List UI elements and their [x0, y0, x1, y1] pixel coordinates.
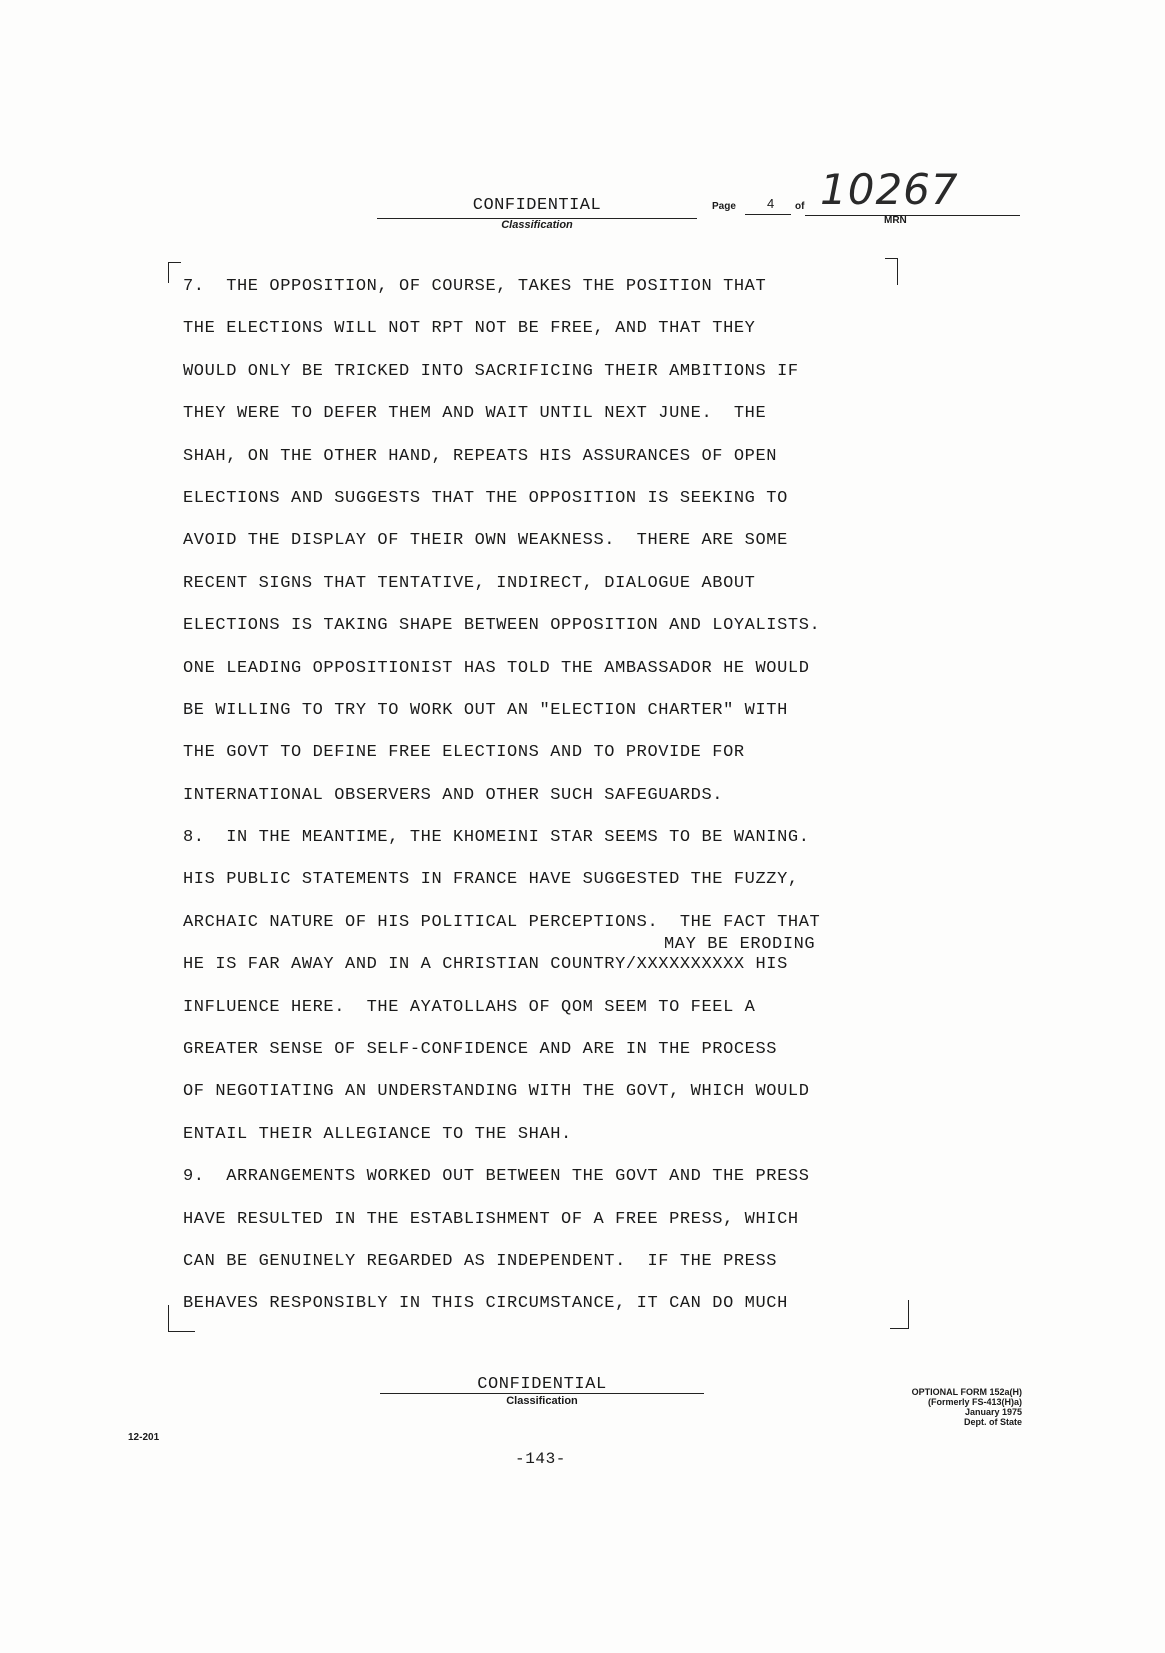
body-line: SHAH, ON THE OTHER HAND, REPEATS HIS ASSURANCES OF OPEN — [183, 446, 778, 466]
form-line-2: (Formerly FS-413(H)a) — [927, 1397, 1022, 1407]
footer-classification-rule — [380, 1393, 704, 1394]
footer-classification-label: Classification — [506, 1395, 578, 1407]
bracket-top-left — [168, 262, 181, 283]
header-classification — [377, 196, 697, 215]
body-line: HE IS FAR AWAY AND IN A CHRISTIAN COUNTRY/XXXXXXXXXX HIS — [183, 955, 788, 975]
body-line: GREATER SENSE OF SELF-CONFIDENCE AND ARE IN THE PROCESS — [183, 1040, 778, 1060]
interline-insertion: MAY BE ERODING — [664, 935, 816, 954]
body-line: ELECTIONS IS TAKING SHAPE BETWEEN OPPOSITION AND LOYALISTS. — [183, 616, 821, 636]
body-line: THE ELECTIONS WILL NOT RPT NOT BE FREE, AND THAT THEY — [183, 319, 756, 339]
body-line: RECENT SIGNS THAT TENTATIVE, INDIRECT, DIALOGUE ABOUT — [183, 573, 756, 593]
footer-classification: CONFIDENTIAL — [477, 1375, 607, 1394]
body-line: THEY WERE TO DEFER THEM AND WAIT UNTIL NEXT JUNE. THE — [183, 404, 767, 424]
header-classification-label: Classification — [501, 219, 573, 231]
body-line: HAVE RESULTED IN THE ESTABLISHMENT OF A FREE PRESS, WHICH — [183, 1209, 799, 1229]
body-line: ONE LEADING OPPOSITIONIST HAS TOLD THE AMBASSADOR HE WOULD — [183, 658, 810, 678]
form-identifier — [800, 1387, 1022, 1427]
mrn-rule — [805, 215, 1020, 216]
body-line: THE GOVT TO DEFINE FREE ELECTIONS AND TO PROVIDE FOR — [183, 743, 745, 763]
body-line: ENTAIL THEIR ALLEGIANCE TO THE SHAH. — [183, 1124, 572, 1144]
body-line: 7. THE OPPOSITION, OF COURSE, TAKES THE POSITION THAT — [183, 277, 767, 296]
body-line: HIS PUBLIC STATEMENTS IN FRANCE HAVE SUGGESTED THE FUZZY, — [183, 870, 799, 890]
body-line: OF NEGOTIATING AN UNDERSTANDING WITH THE GOVT, WHICH WOULD — [183, 1082, 810, 1102]
body-line: ARCHAIC NATURE OF HIS POLITICAL PERCEPTIONS. THE FACT THAT — [183, 912, 821, 932]
page-label: Page — [712, 201, 736, 212]
form-code: 12-201 — [128, 1432, 160, 1443]
page-number-rule — [745, 214, 791, 215]
page-footer-number: -143- — [515, 1450, 567, 1468]
form-line-3: January 1975 — [964, 1407, 1022, 1417]
body-line: 8. IN THE MEANTIME, THE KHOMEINI STAR SEEMS TO BE WANING. — [183, 828, 810, 848]
body-line: WOULD ONLY BE TRICKED INTO SACRIFICING THEIR AMBITIONS IF — [183, 361, 799, 381]
body-line: CAN BE GENUINELY REGARDED AS INDEPENDENT. IF THE PRESS — [183, 1251, 778, 1271]
body-line: ELECTIONS AND SUGGESTS THAT THE OPPOSITION IS SEEKING TO — [183, 488, 788, 508]
of-label: of — [795, 201, 805, 212]
mrn-label: MRN — [884, 215, 907, 226]
body-line: BE WILLING TO TRY TO WORK OUT AN "ELECTION CHARTER" WITH — [183, 700, 788, 720]
header-classification-text: CONFIDENTIAL — [472, 196, 602, 215]
body-line: INTERNATIONAL OBSERVERS AND OTHER SUCH SAFEGUARDS. — [183, 785, 724, 805]
form-line-4: Dept. of State — [963, 1417, 1022, 1427]
body-line: AVOID THE DISPLAY OF THEIR OWN WEAKNESS. THERE ARE SOME — [183, 531, 788, 551]
page-indicator — [712, 201, 736, 212]
message-body — [183, 275, 953, 1335]
body-line: 9. ARRANGEMENTS WORKED OUT BETWEEN THE GOVT AND THE PRESS — [183, 1167, 810, 1187]
form-line-1: OPTIONAL FORM 152a(H) — [911, 1387, 1022, 1397]
body-line: INFLUENCE HERE. THE AYATOLLAHS OF QOM SEEM TO FEEL A — [183, 997, 756, 1017]
page-number: 4 — [767, 196, 775, 211]
body-line: BEHAVES RESPONSIBLY IN THIS CIRCUMSTANCE, IT CAN DO MUCH — [183, 1294, 788, 1314]
mrn-handwritten-number: 10267 — [820, 165, 959, 214]
